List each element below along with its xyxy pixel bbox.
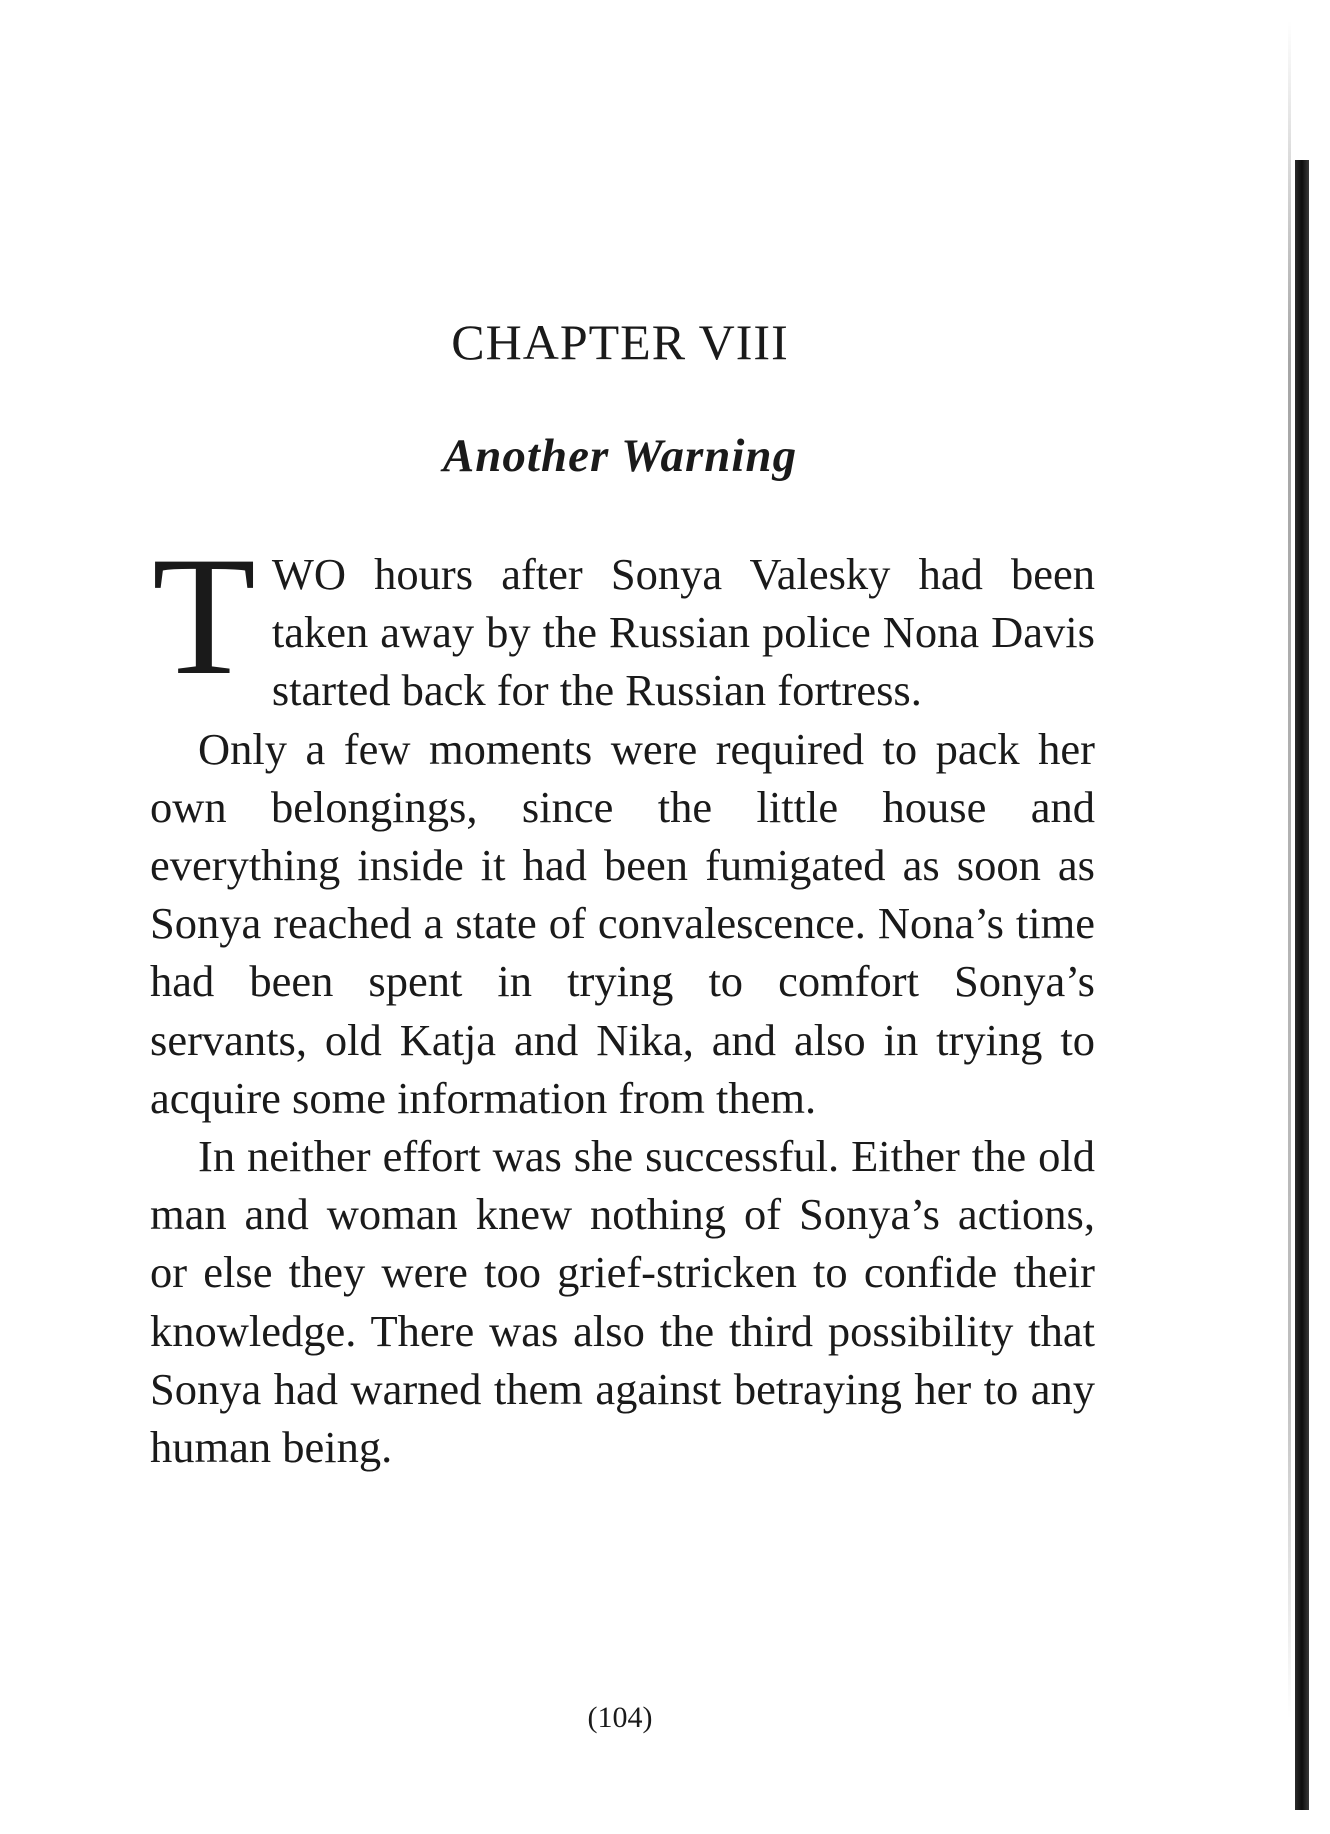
chapter-title: CHAPTER VIII	[451, 314, 789, 370]
page-number: (104)	[587, 1701, 653, 1734]
paragraph-2: Only a few moments were required to pack her own belongings, since the little house and everything inside it had been fumigated as soon as Sonya reached a state of convalescence. Nona’s time had been spent in trying to comfort Sonya’s servants, old Katja and Nika, and also in trying to acquire some information from them.	[150, 723, 1095, 1123]
paragraph-3: In neither effort was she successful. Either the old man and woman knew nothing of Sonya’s actions, or else they were too grief-stricken to confide their knowledge. There was also the third possibility that Sonya had warned them against betraying her to any human being.	[150, 1131, 1095, 1473]
page-edge-line	[1288, 20, 1291, 1720]
paragraph-1-text: WO hours after Sonya Valesky had been taken away by the Russian police Nona Davis started back for the Russian fortress.	[271, 549, 1095, 716]
page-edge-shadow	[1295, 160, 1309, 1810]
chapter-body	[150, 522, 1095, 1476]
paragraph-1	[150, 522, 1095, 720]
drop-cap: T	[152, 522, 256, 710]
chapter-subtitle: Another Warning	[442, 430, 798, 482]
